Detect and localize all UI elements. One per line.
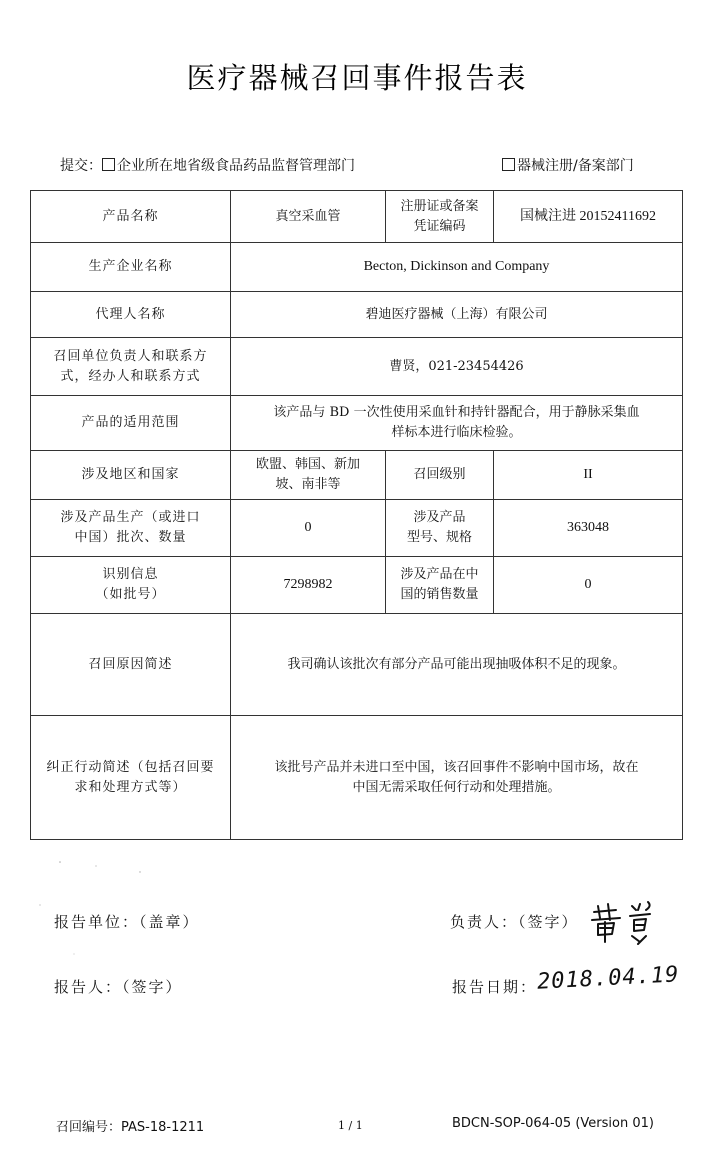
id-info-label-line1: 识别信息 xyxy=(102,567,159,582)
table-row xyxy=(31,338,683,396)
registration-dept-checkbox[interactable] xyxy=(502,158,515,171)
page-number: 1 / 1 xyxy=(338,1119,363,1132)
model-value: 363048 xyxy=(494,500,683,557)
table-row xyxy=(31,292,683,338)
recall-number: 召回编号：PAS-18-1211 xyxy=(56,1120,205,1135)
corrective-action-label xyxy=(31,716,231,840)
corrective-action-line2: 中国无需采取任何行动和处理措施。 xyxy=(352,779,561,795)
region-value xyxy=(231,451,386,500)
id-info-label-line2: （如批号） xyxy=(95,587,166,602)
id-info-label xyxy=(31,557,231,614)
reg-no-label-line1: 注册证或备案 xyxy=(400,198,479,214)
region-line2: 坡、南非等 xyxy=(275,477,341,492)
reg-no-label xyxy=(386,191,494,243)
table-row xyxy=(31,614,683,716)
recall-report-table xyxy=(30,190,683,840)
report-date-handwritten: 2018.04.19 xyxy=(536,962,681,995)
scope-line1: 该产品与 BD 一次性使用采血针和持针器配合，用于静脉采集血 xyxy=(273,405,640,420)
recall-reason-label: 召回原因简述 xyxy=(31,614,231,716)
form-title: 医疗器械召回事件报告表 xyxy=(186,61,528,95)
submit-label: 提交： xyxy=(60,158,102,174)
contact-label xyxy=(31,338,231,396)
contact-label-line1: 召回单位负责人和联系方 xyxy=(53,348,208,364)
agent-label: 代理人名称 xyxy=(31,292,231,338)
china-sales-value: 0 xyxy=(494,557,683,614)
region-line1: 欧盟、韩国、新加 xyxy=(255,457,360,472)
batch-value: 0 xyxy=(231,500,386,557)
table-row xyxy=(31,396,683,451)
manufacturer-value: Becton, Dickinson and Company xyxy=(231,243,683,292)
corrective-action-line1: 该批号产品并未进口至中国，该召回事件不影响中国市场，故在 xyxy=(274,759,639,775)
table-row xyxy=(31,243,683,292)
reporter-label: 报告人：（签字） xyxy=(54,978,183,996)
region-label: 涉及地区和国家 xyxy=(31,451,231,500)
batch-label-line2: 中国）批次、数量 xyxy=(74,530,187,545)
model-label xyxy=(386,500,494,557)
table-row xyxy=(31,716,683,840)
table-row xyxy=(31,557,683,614)
scope-label: 产品的适用范围 xyxy=(31,396,231,451)
reg-no-value: 国械注进 20152411692 xyxy=(494,191,683,243)
provincial-authority-option[interactable] xyxy=(102,155,355,175)
recall-reason-value: 我司确认该批次有部分产品可能出现抽吸体积不足的现象。 xyxy=(231,614,683,716)
scope-value xyxy=(231,396,683,451)
manufacturer-label: 生产企业名称 xyxy=(31,243,231,292)
batch-label xyxy=(31,500,231,557)
china-sales-label-line1: 涉及产品在中 xyxy=(400,567,479,582)
id-info-value: 7298982 xyxy=(231,557,386,614)
corrective-action-label-line2: 求和处理方式等） xyxy=(74,779,187,795)
reg-no-label-line2: 凭证编码 xyxy=(413,218,466,234)
model-label-line2: 型号、规格 xyxy=(406,530,472,545)
corrective-action-value xyxy=(231,716,683,840)
responsible-person-label: 负责人：（签字） xyxy=(450,913,579,931)
table-row xyxy=(31,191,683,243)
table-row xyxy=(31,500,683,557)
report-date-label: 报告日期： xyxy=(452,978,538,996)
model-label-line1: 涉及产品 xyxy=(413,510,466,525)
provincial-authority-text: 企业所在地省级食品药品监督管理部门 xyxy=(117,158,355,174)
recall-level-label: 召回级别 xyxy=(386,451,494,500)
registration-dept-text: 器械注册/备案部门 xyxy=(517,158,634,174)
corrective-action-label-line1: 纠正行动简述（包括召回要 xyxy=(46,759,215,775)
provincial-authority-checkbox[interactable] xyxy=(102,158,115,171)
china-sales-label-line2: 国的销售数量 xyxy=(400,587,479,602)
agent-value: 碧迪医疗器械（上海）有限公司 xyxy=(231,292,683,338)
scope-line2: 样标本进行临床检验。 xyxy=(391,425,522,440)
product-name-value: 真空采血管 xyxy=(231,191,386,243)
contact-label-line2: 式，经办人和联系方式 xyxy=(60,368,201,384)
table-row xyxy=(31,451,683,500)
contact-value: 曹贤，021-23454426 xyxy=(231,338,683,396)
reporting-unit-seal-label: 报告单位：（盖章） xyxy=(54,913,200,931)
registration-dept-option[interactable] xyxy=(502,155,634,175)
handwritten-signature xyxy=(588,898,668,950)
recall-level-value: II xyxy=(494,451,683,500)
product-name-label: 产品名称 xyxy=(31,191,231,243)
document-code: BDCN-SOP-064-05 (Version 01) xyxy=(452,1116,654,1131)
batch-label-line1: 涉及产品生产（或进口 xyxy=(60,510,201,525)
china-sales-label xyxy=(386,557,494,614)
